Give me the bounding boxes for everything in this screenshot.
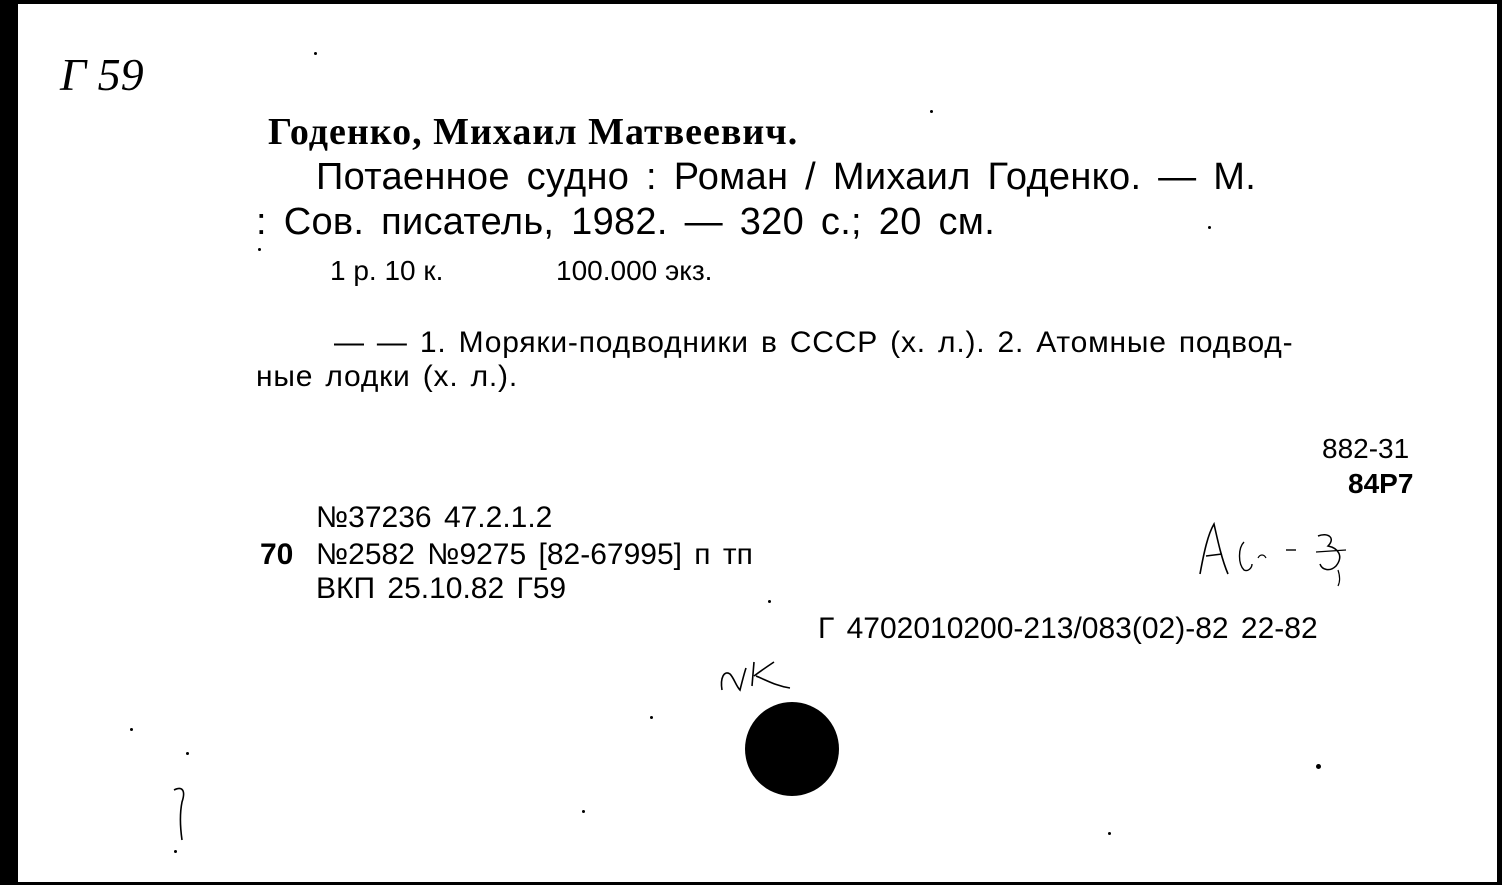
speck bbox=[650, 716, 653, 719]
speck bbox=[1108, 832, 1111, 835]
print-run: 100.000 экз. bbox=[556, 255, 713, 286]
title-line-2: : Сов. писатель, 1982. — 320 с.; 20 см. bbox=[256, 201, 996, 243]
speck bbox=[258, 248, 261, 251]
subjects-line-1: — — 1. Моряки-подводники в СССР (х. л.). 2. Атомные подвод- bbox=[334, 326, 1294, 359]
author-heading: Годенко, Михаил Матвеевич. bbox=[268, 111, 799, 153]
class-code-1: 882-31 bbox=[1322, 433, 1410, 464]
call-number: Г 59 bbox=[60, 49, 144, 100]
punch-hole bbox=[745, 702, 839, 796]
speck bbox=[768, 600, 771, 603]
speck bbox=[186, 752, 189, 755]
speck bbox=[1316, 764, 1321, 769]
handwritten-nk-mark bbox=[716, 656, 806, 698]
speck bbox=[930, 110, 933, 113]
tech-prefix: 70 bbox=[260, 538, 294, 571]
speck bbox=[314, 52, 317, 55]
speck bbox=[582, 810, 585, 813]
tech-line-2: №2582 №9275 [82-67995] п тп bbox=[316, 538, 753, 571]
speck bbox=[130, 728, 133, 731]
handwritten-signature bbox=[1188, 512, 1408, 592]
tech-line-3: ВКП 25.10.82 Г59 bbox=[316, 572, 567, 605]
price: 1 р. 10 к. bbox=[330, 255, 444, 286]
speck bbox=[174, 850, 177, 853]
class-code-2: 84Р7 bbox=[1348, 468, 1414, 499]
speck bbox=[1208, 226, 1211, 229]
title-line-1: Потаенное судно : Роман / Михаил Годенко. — М. bbox=[316, 156, 1257, 198]
index-line: Г 4702010200-213/083(02)-82 22-82 bbox=[818, 612, 1318, 645]
pen-stroke bbox=[168, 782, 198, 852]
catalog-card bbox=[18, 4, 1497, 882]
tech-line-1: №37236 47.2.1.2 bbox=[316, 501, 553, 534]
subjects-line-2: ные лодки (х. л.). bbox=[256, 360, 518, 393]
